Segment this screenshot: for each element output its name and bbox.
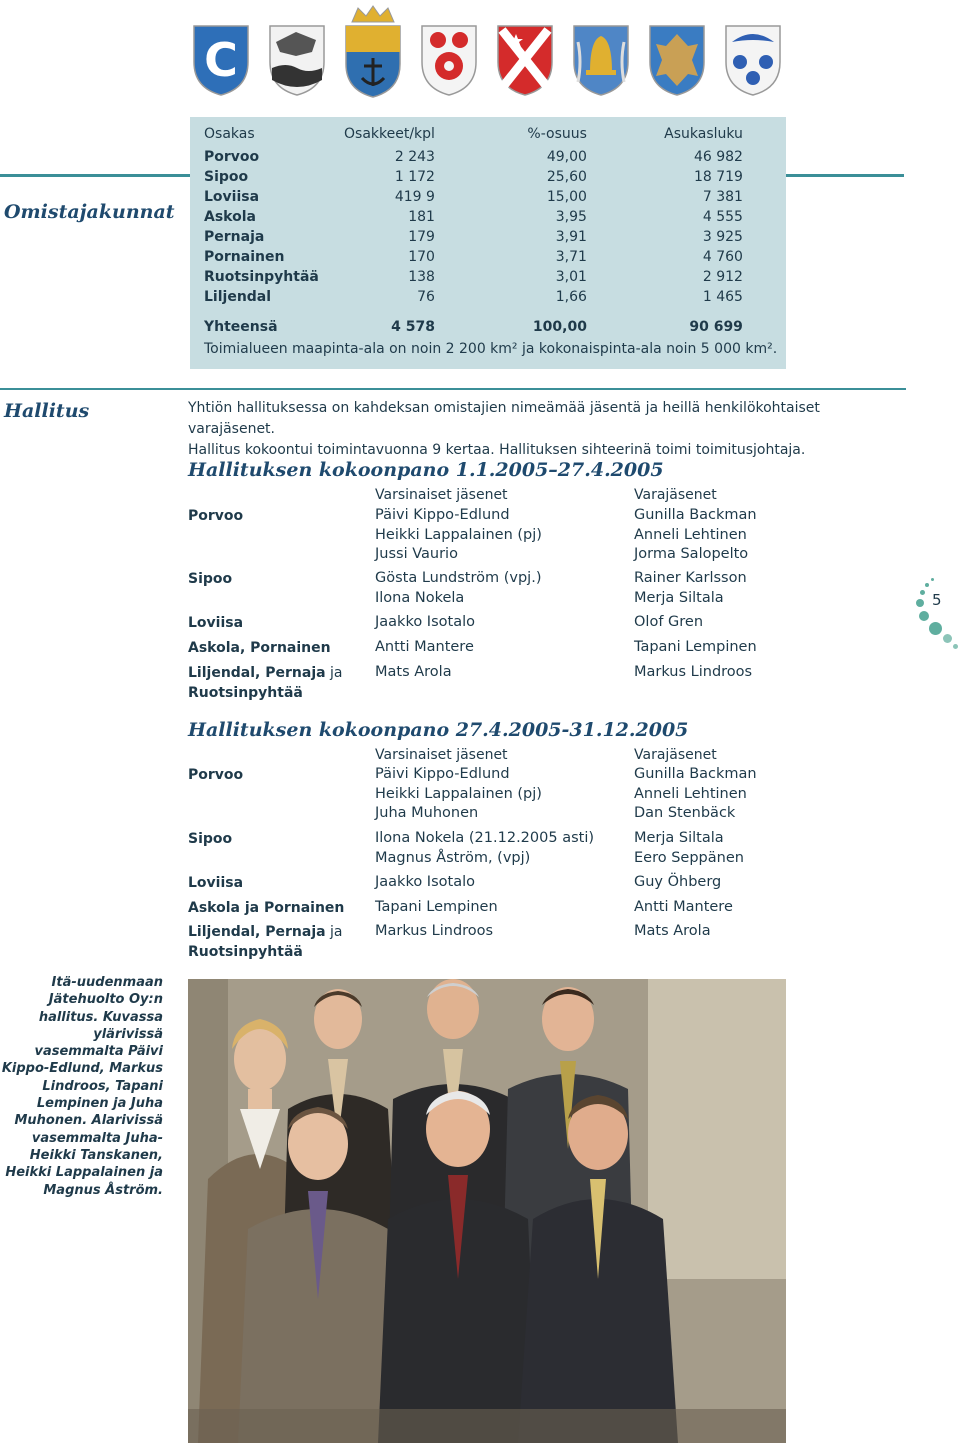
owners-table-panel [190, 117, 786, 369]
total-pct: 100,00 [532, 319, 587, 335]
deputy-name: Anneli Lehtinen [634, 785, 747, 802]
owner-pop: 1 465 [702, 289, 743, 305]
deputy-members [634, 638, 757, 658]
owner-pct: 15,00 [546, 189, 587, 205]
deputy-name: Mats Arola [634, 923, 711, 939]
owner-shares: 2 243 [394, 149, 435, 165]
main-members [375, 829, 594, 868]
porvoo-crest-icon [190, 22, 252, 98]
owner-name: Porvoo [204, 149, 260, 165]
table-row [204, 287, 743, 307]
deputy-name: Jorma Salopelto [634, 546, 749, 562]
group-photo-illustration [188, 979, 786, 1443]
owner-pop: 2 912 [702, 269, 743, 285]
deputy-members [634, 765, 757, 824]
main-members [375, 922, 493, 942]
svg-text:C: C [204, 33, 238, 87]
main-members [375, 663, 452, 683]
askola-crest-icon [418, 22, 480, 98]
deputy-members [634, 922, 711, 942]
owner-pop: 18 719 [693, 169, 743, 185]
municipality-label: Sipoo [188, 571, 233, 587]
decor-dot [943, 634, 952, 643]
section-rule-right [786, 174, 904, 177]
total-pop: 90 699 [689, 319, 743, 335]
owner-shares: 76 [417, 289, 435, 305]
table-row [204, 247, 743, 267]
table-row [204, 147, 743, 167]
municipality-label: Loviisa [188, 615, 244, 631]
decor-dot [916, 599, 924, 607]
main-members [375, 638, 474, 658]
decor-dot [919, 611, 929, 621]
municipality-label: Liljendal, Pernaja ja Ruotsinpyhtää [188, 924, 343, 960]
owner-pct: 3,95 [555, 209, 587, 225]
decor-dot [929, 622, 942, 635]
member-name: Jaakko Isotalo [375, 874, 475, 890]
composition-1-title: Hallituksen kokoonpano 1.1.2005–27.4.2005 [188, 459, 664, 481]
ruotsinpyhtaa-crest-icon [646, 22, 708, 98]
pernaja-crest-icon [494, 22, 556, 98]
deputy-name: Guy Öhberg [634, 874, 722, 890]
board-intro-line: Yhtiön hallituksessa on kahdeksan omistajien nimeämää jäsentä ja heillä henkilökohtaiset varajäsenet. [188, 400, 820, 437]
member-name: Päivi Kippo-Edlund [375, 507, 510, 523]
municipality-label: Loviisa [188, 875, 244, 891]
owner-shares: 170 [408, 249, 435, 265]
deputy-name: Olof Gren [634, 614, 704, 630]
owner-pct: 3,71 [555, 249, 587, 265]
deputy-name: Antti Mantere [634, 899, 733, 915]
member-name: Jussi Vaurio [375, 546, 458, 562]
deputy-name: Eero Seppänen [634, 849, 744, 866]
board-intro [188, 398, 908, 461]
deputy-members [634, 613, 703, 633]
total-label: Yhteensä [204, 319, 278, 335]
deputy-members [634, 873, 721, 893]
owner-pct: 49,00 [546, 149, 587, 165]
deputy-name: Tapani Lempinen [634, 639, 757, 655]
member-name: Tapani Lempinen [375, 899, 498, 915]
table-row [204, 267, 743, 287]
board-section-title: Hallitus [4, 400, 90, 422]
header-osakas: Osakas [204, 126, 255, 142]
owner-name: Askola [204, 209, 256, 225]
member-name: Jaakko Isotalo [375, 614, 475, 630]
owner-shares: 138 [408, 269, 435, 285]
owner-pop: 7 381 [702, 189, 743, 205]
municipality-label: Sipoo [188, 831, 233, 847]
area-note: Toimialueen maapinta-ala on noin 2 200 km² ja kokonaispinta-ala noin 5 000 km². [204, 341, 778, 357]
owner-pop: 3 925 [702, 229, 743, 245]
owner-pop: 4 760 [702, 249, 743, 265]
deputy-name: Gunilla Backman [634, 766, 757, 782]
member-name: Gösta Lundström (vpj.) [375, 570, 542, 586]
col-main-header: Varsinaiset jäsenet [375, 487, 508, 503]
deputy-members [634, 898, 733, 918]
table-row [204, 207, 743, 227]
board-section-rule [0, 388, 906, 390]
owner-pct: 1,66 [555, 289, 587, 305]
total-shares: 4 578 [391, 319, 435, 335]
table-spacer [204, 307, 743, 315]
deputy-name: Markus Lindroos [634, 664, 753, 680]
decor-dot [925, 583, 929, 587]
deputy-name: Gunilla Backman [634, 507, 757, 523]
main-members [375, 506, 542, 565]
owner-pop: 46 982 [693, 149, 743, 165]
col-sub-header: Varajäsenet [634, 747, 717, 763]
owner-pct: 3,91 [555, 229, 587, 245]
deputy-name: Anneli Lehtinen [634, 526, 747, 543]
board-intro-line: Hallitus kokoontui toimintavuonna 9 kertaa. Hallituksen sihteerinä toimi toimitusjohtaja. [188, 442, 806, 458]
owner-name: Liljendal [204, 289, 272, 305]
main-members [375, 765, 542, 824]
main-members [375, 569, 541, 608]
member-name: Päivi Kippo-Edlund [375, 766, 510, 782]
deputy-members [634, 829, 744, 868]
pornainen-crest-icon [570, 22, 632, 98]
owner-name: Pernaja [204, 229, 265, 245]
table-row [204, 167, 743, 187]
owner-name: Pornainen [204, 249, 285, 265]
main-members [375, 613, 475, 633]
member-name: Antti Mantere [375, 639, 474, 655]
total-row [204, 315, 743, 339]
photo-caption: Itä-uudenmaan Jätehuolto Oy:n hallitus. Kuvassa ylärivissä vasemmalta Päivi Kippo-Edlund, Markus Lindroos, Tapani Lempinen ja Juha Muhonen. Alarivissä vasemmalta Juha-Heikki Tanskanen, Heikki Lappalainen ja Magnus Åström. [1, 975, 163, 1198]
deputy-members [634, 506, 757, 565]
decor-dot [931, 578, 934, 581]
member-name: Juha Muhonen [375, 805, 479, 821]
owner-pct: 25,60 [546, 169, 587, 185]
header-asukasluku: Asukasluku [664, 126, 743, 142]
member-name: Heikki Lappalainen (pj) [375, 785, 542, 802]
table-row [204, 227, 743, 247]
section-rule-left [0, 174, 190, 177]
owners-table [204, 121, 743, 339]
board-group-photo [188, 979, 786, 1443]
loviisa-crest-icon [342, 4, 404, 100]
decor-dot [953, 644, 958, 649]
owner-shares: 419 9 [394, 189, 435, 205]
municipality-label: Liljendal, Pernaja ja Ruotsinpyhtää [188, 665, 343, 701]
deputy-name: Rainer Karlsson [634, 570, 747, 586]
owner-shares: 179 [408, 229, 435, 245]
municipality-label: Askola ja Pornainen [188, 900, 345, 916]
col-main-header: Varsinaiset jäsenet [375, 747, 508, 763]
member-name: Mats Arola [375, 664, 452, 680]
decor-dot [920, 590, 925, 595]
owner-name: Sipoo [204, 169, 249, 185]
owner-pop: 4 555 [702, 209, 743, 225]
member-name: Heikki Lappalainen (pj) [375, 526, 542, 543]
owners-section-title: Omistajakunnat [4, 201, 175, 223]
main-members [375, 873, 475, 893]
member-name: Ilona Nokela [375, 589, 465, 606]
municipality-label: Porvoo [188, 508, 244, 524]
header-osuus: %-osuus [527, 126, 587, 142]
page-number: 5 [932, 591, 942, 609]
owners-header-row [204, 121, 743, 147]
deputy-members [634, 569, 747, 608]
municipality-label: Askola, Pornainen [188, 640, 331, 656]
owner-pct: 3,01 [555, 269, 587, 285]
owner-name: Ruotsinpyhtää [204, 269, 319, 285]
deputy-name: Dan Stenbäck [634, 805, 736, 821]
municipality-label: Porvoo [188, 767, 244, 783]
col-sub-header: Varajäsenet [634, 487, 717, 503]
main-members [375, 898, 498, 918]
composition-2-title: Hallituksen kokoonpano 27.4.2005-31.12.2005 [188, 719, 689, 741]
header-osakkeet: Osakkeet/kpl [344, 126, 435, 142]
owner-shares: 1 172 [394, 169, 435, 185]
table-row [204, 187, 743, 207]
member-name: Ilona Nokela (21.12.2005 asti) [375, 830, 595, 846]
sipoo-crest-icon [266, 22, 328, 98]
member-name: Markus Lindroos [375, 923, 494, 939]
liljendal-crest-icon [722, 22, 784, 98]
deputy-name: Merja Siltala [634, 830, 724, 846]
member-name: Magnus Åström, (vpj) [375, 849, 531, 866]
deputy-members [634, 663, 752, 683]
owner-shares: 181 [408, 209, 435, 225]
owner-name: Loviisa [204, 189, 260, 205]
deputy-name: Merja Siltala [634, 589, 724, 606]
